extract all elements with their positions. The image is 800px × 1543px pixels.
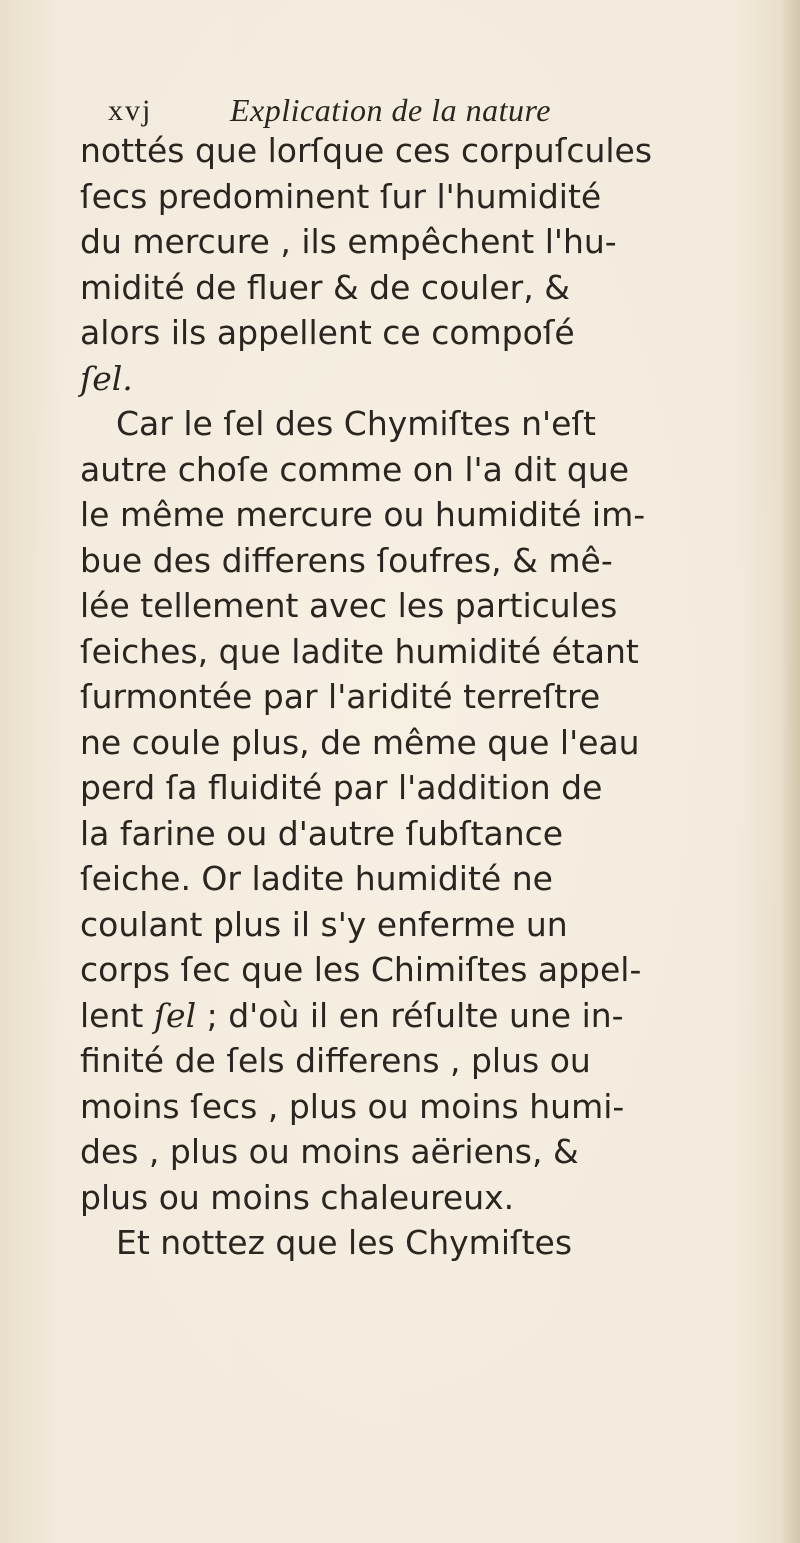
text-line bbox=[80, 401, 770, 447]
line-text: midité de fluer & de couler, & bbox=[80, 267, 570, 307]
text-line bbox=[80, 902, 770, 948]
text-line bbox=[80, 856, 770, 902]
line-text: autre choſe comme on l'a dit que bbox=[80, 449, 630, 489]
line-text: ſurmontée par l'aridité terreſtre bbox=[80, 677, 601, 716]
line-text: ſeiches, que ladite humidité étant bbox=[80, 631, 639, 671]
text-line bbox=[80, 538, 770, 584]
text-line bbox=[80, 1175, 770, 1221]
line-text: la farine ou d'autre ſubſtance bbox=[80, 813, 564, 853]
line-text: alors ils appellent ce compoſé bbox=[80, 313, 575, 352]
text-line bbox=[80, 947, 770, 993]
text-line bbox=[80, 310, 770, 356]
line-text: perd ſa fluidité par l'addition de bbox=[80, 768, 603, 807]
text-line bbox=[80, 492, 770, 538]
text-line bbox=[80, 629, 770, 675]
text-line bbox=[80, 674, 770, 720]
line-text: moins ſecs , plus ou moins humi- bbox=[80, 1086, 625, 1126]
text-line bbox=[80, 356, 770, 402]
text-line bbox=[80, 1220, 770, 1266]
body-text bbox=[80, 128, 770, 1266]
text-line bbox=[80, 583, 770, 629]
line-text: ſecs predominent ſur l'humidité bbox=[80, 176, 602, 216]
line-text: ne coule plus, de même que l'eau bbox=[80, 722, 640, 762]
italic-word: ſel. bbox=[80, 358, 133, 398]
text-line bbox=[80, 174, 770, 220]
text-line bbox=[80, 447, 770, 493]
text-line bbox=[80, 720, 770, 766]
line-text: bue des differens ſoufres, & mê- bbox=[80, 540, 613, 580]
italic-word: ſel bbox=[153, 995, 197, 1035]
line-text: corps ſec que les Chimiſtes appel- bbox=[80, 950, 642, 989]
page-number: xvj bbox=[108, 94, 153, 127]
text-line bbox=[80, 811, 770, 857]
text-line bbox=[80, 765, 770, 811]
line-text: des , plus ou moins aëriens, & bbox=[80, 1132, 579, 1171]
line-text: le même mercure ou humidité im- bbox=[80, 495, 646, 534]
text-line bbox=[80, 1038, 770, 1084]
text-line bbox=[80, 265, 770, 311]
page-edge-shadow bbox=[780, 0, 800, 1543]
line-text: coulant plus il s'y enferme un bbox=[80, 904, 568, 944]
text-line bbox=[80, 1084, 770, 1130]
line-text: finité de ſels differens , plus ou bbox=[80, 1041, 591, 1080]
line-text: plus ou moins chaleureux. bbox=[80, 1177, 515, 1217]
running-title: Explication de la nature bbox=[230, 92, 551, 128]
line-text: ſeiche. Or ladite humidité ne bbox=[80, 859, 553, 898]
line-text: Et nottez que les Chymiſtes bbox=[116, 1223, 573, 1262]
line-text: nottés que lorſque ces corpuſcules bbox=[80, 131, 653, 170]
line-text: ; d'où il en réſulte une in- bbox=[196, 995, 624, 1035]
text-line bbox=[80, 219, 770, 265]
text-line bbox=[80, 128, 770, 174]
text-line bbox=[80, 993, 770, 1039]
text-line bbox=[80, 1129, 770, 1175]
line-text: lée tellement avec les particules bbox=[80, 586, 618, 625]
line-text: du mercure , ils empêchent l'hu- bbox=[80, 222, 617, 261]
line-text: Car le ſel des Chymiſtes n'eſt bbox=[116, 404, 596, 443]
line-text: lent bbox=[80, 995, 154, 1035]
